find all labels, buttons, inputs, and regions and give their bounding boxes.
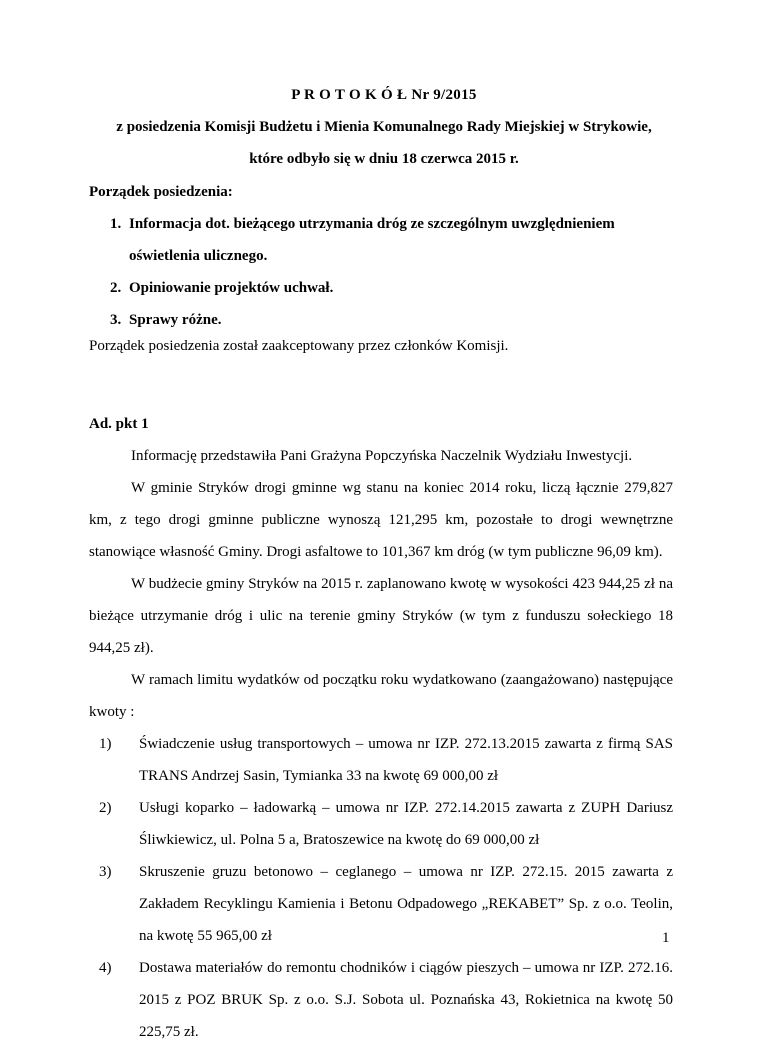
page-number: 1 (662, 930, 670, 946)
expense-item-text: Usługi koparko – ładowarką – umowa nr IZP. 272.14.2015 zawarta z ZUPH Dariusz Śliwkiewicz, ul. Polna 5 a, Bratoszewice na kwotę do 69 000,00 zł (139, 800, 673, 848)
agenda-item-1: 1. Informacja dot. bieżącego utrzymania dróg ze szczególnym uwzględnieniem oświetlenia ulicznego. (125, 208, 673, 272)
expense-list (89, 728, 673, 1048)
expense-item-text: Świadczenie usług transportowych – umowa nr IZP. 272.13.2015 zawarta z firmą SAS TRANS Andrzej Sasin, Tymianka 33 na kwotę 69 000,00 zł (139, 736, 673, 784)
expense-item-text: Dostawa materiałów do remontu chodników i ciągów pieszych – umowa nr IZP. 272.16. 2015 z POZ BRUK Sp. z o.o. S.J. Sobota ul. Poznańska 43, Rokietnica na kwotę 50 225,75 zł. (139, 960, 673, 1040)
agenda-item-2: 2. Opiniowanie projektów uchwał. (125, 272, 673, 304)
section-1-paragraph-2: W gminie Stryków drogi gminne wg stanu na koniec 2014 roku, liczą łącznie 279,827 km, z tego drogi gminne publiczne wynoszą 121,295 km, pozostałe to drogi wewnętrzne stanowiące własność Gminy. Drogi asfaltowe to 101,367 km dróg (w tym publiczne 96,09 km). (89, 480, 673, 560)
agenda-accepted-text: Porządek posiedzenia został zaakceptowany przez członków Komisji. (89, 338, 509, 354)
section-1-paragraph-4: W ramach limitu wydatków od początku roku wydatkowano (zaangażowano) następujące kwoty : (89, 672, 673, 720)
expense-item-number: 4) (99, 960, 112, 976)
agenda-item-3: 3. Sprawy różne. (125, 304, 673, 336)
document-subtitle-line1: z posiedzenia Komisji Budżetu i Mienia Komunalnego Rady Miejskiej w Strykowie, (116, 119, 652, 135)
section-1-heading: Ad. pkt 1 (89, 416, 149, 432)
section-1-paragraph-1: Informację przedstawiła Pani Grażyna Popczyńska Naczelnik Wydziału Inwestycji. (131, 448, 633, 464)
expense-item-number: 1) (99, 736, 112, 752)
document-subtitle-line2: które odbyło się w dniu 18 czerwca 2015 r. (249, 151, 519, 167)
expense-item (99, 952, 673, 1048)
section-1-paragraph-3: W budżecie gminy Stryków na 2015 r. zaplanowano kwotę w wysokości 423 944,25 zł na bieżące utrzymanie dróg i ulic na terenie gminy Stryków (w tym z funduszu sołeckiego 18 944,25 zł). (89, 576, 673, 656)
document-title: P R O T O K Ó Ł Nr 9/2015 (291, 87, 477, 103)
expense-item-text: Skruszenie gruzu betonowo – ceglanego – umowa nr IZP. 272.15. 2015 zawarta z Zakładem Recyklingu Kamienia i Betonu Odpadowego „REKABET” Sp. z o.o. Teolin, na kwotę 55 965,00 zł (139, 864, 673, 944)
expense-item-number: 2) (99, 800, 112, 816)
agenda-list (89, 208, 673, 336)
expense-item (99, 792, 673, 856)
expense-item (99, 856, 673, 952)
section-1 (89, 408, 673, 1048)
agenda-heading: Porządek posiedzenia: (89, 184, 233, 200)
agenda-section (89, 176, 673, 336)
expense-item (99, 728, 673, 792)
expense-item-number: 3) (99, 864, 112, 880)
